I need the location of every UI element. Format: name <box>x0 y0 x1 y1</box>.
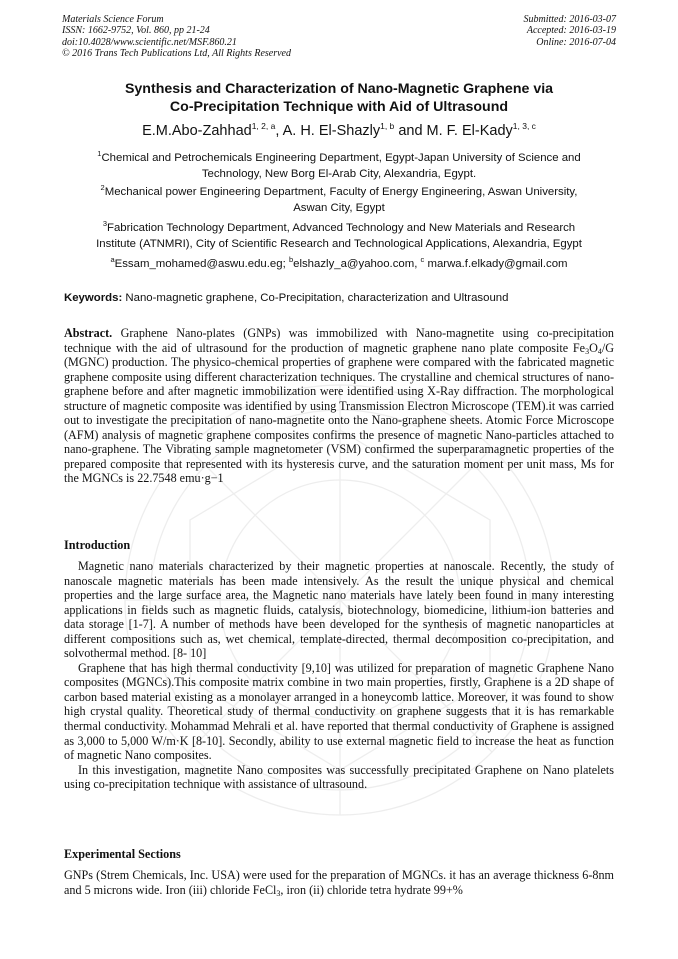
email-3[interactable]: marwa.f.elkady@gmail.com <box>424 258 568 270</box>
title-line-2: Co-Precipitation Technique with Aid of Ultrasound <box>169 99 509 115</box>
author-emails <box>52 256 626 272</box>
author-list <box>40 122 638 140</box>
author-3: M. F. El-Kady <box>426 123 513 139</box>
author-separator: , <box>275 123 283 139</box>
affiliation-text: Mechanical power Engineering Department, Faculty of Energy Engineering, Aswan University, <box>104 186 578 198</box>
paragraph-text: GNPs (Strem Chemicals, Inc. USA) were used for the preparation of MGNCs. it has an average thickness 6-8nm and 5 microns wide. Iron (iii) chloride FeCl <box>64 868 614 897</box>
introduction-body <box>64 559 614 792</box>
author-3-affil: 1, 3, c <box>512 121 536 131</box>
abstract-text: Graphene Nano-plates (GNPs) was immobilized with Nano-magnetite using co-precipitation technique with the aid of ultrasound for the production of magnetic graphene nano plate composite Fe <box>64 326 614 355</box>
affiliation-marker: 1 <box>97 149 102 158</box>
paragraph <box>64 868 614 897</box>
keywords <box>64 291 618 306</box>
author-1-affil: 1, 2, a <box>251 121 276 131</box>
email-marker: a <box>110 255 115 264</box>
paragraph: Graphene that has high thermal conductivity [9,10] was utilized for preparation of magnetic Graphene Nano composites (MGNCs).This composite matrix combine in two main properties, firstly, Graphene is a 2D shape of carbon based material existing as a monolayer arranged in a honeycomb lattice. Moreover, it was found to show high crystal quality. Theoretical study of thermal conductivity on graphene suggests that it is has remarkable thermal conductivity. Mohammad Mehrali et al. have reported that thermal conductivity of Graphene is assigned as 3,000 to 5,000 W/m·K [8-10]. Secondly, ability to use external magnetic field to increase the heat as function of magnetic Nano composites. <box>64 660 614 763</box>
paper-title <box>40 80 638 116</box>
email-marker: c <box>420 255 425 264</box>
author-2-affil: 1, b <box>380 121 395 131</box>
introduction-heading: Introduction <box>64 538 131 552</box>
subscript: 3 <box>276 888 281 898</box>
subscript: 4 <box>597 346 602 356</box>
affiliation-2 <box>52 184 626 216</box>
accepted-date: Accepted: 2016-03-19 <box>526 25 616 37</box>
journal-name: Materials Science Forum <box>62 14 164 25</box>
subscript: 3 <box>585 346 590 356</box>
journal-header <box>62 14 616 60</box>
online-date: Online: 2016-07-04 <box>536 36 616 48</box>
affiliation-text: Fabrication Technology Department, Advanced Technology and New Materials and Research <box>107 222 576 234</box>
keywords-text: Nano-magnetic graphene, Co-Precipitation, characterization and Ultrasound <box>122 292 509 304</box>
abstract-text: O <box>589 340 598 355</box>
affiliation-1 <box>52 150 626 182</box>
author-separator: and <box>394 123 427 139</box>
journal-copyright: © 2016 Trans Tech Publications Ltd, All Rights Reserved <box>62 48 291 60</box>
abstract <box>64 326 614 486</box>
journal-doi: doi:10.4028/www.scientific.net/MSF.860.21 <box>62 36 237 48</box>
abstract-text: /G (MGNC) production. The physico-chemical properties of graphene were compared with the fabricated magnetic graphene composite using different characterization techniques. The crystalline and chemical structures of nano-graphene before and after magnetic immobilization were identified using X-Ray diffraction. The morphological structure of magnetic composite was identified by using Transmission Electron Microscope (TEM).it was carried out to investigate the precipitation of nano-magnetite onto the Nano-graphene sheets. Atomic Force Microscope (AFM) analysis of magnetic graphene composites confirms the presence of magnetic Nano-particles attached to nano-graphene. The Vibrating sample magnetometer (VSM) confirmed the superparamagnetic properties of the prepared composite that represented with its hysteresis curve, and the saturation moment per unit mass, Ms for the MGNCs is 22.7548 emu·g−1 <box>64 340 614 486</box>
email-2[interactable]: elshazly_a@yahoo.com, <box>293 258 421 270</box>
keywords-label: Keywords: <box>64 292 123 304</box>
paragraph-text: , iron (ii) chloride tetra hydrate 99+% <box>280 882 463 897</box>
title-line-1: Synthesis and Characterization of Nano-Magnetic Graphene via <box>124 81 554 97</box>
email-marker: b <box>288 255 294 264</box>
publication-dates <box>524 14 617 48</box>
paragraph: Magnetic nano materials characterized by their magnetic properties at nanoscale. Recently, the study of nanoscale magnetic materials has been made intensively. As the result the unique physical and chemical properties and the large surface area, the Magnetic nano materials have lately been found in many interesting applications in fields such as magnetic fluids, catalysis, biotechnology, biomedicine, lithium-ion batteries and data storage [1-7]. A number of methods have been developed for the synthesis of magnetic nanoparticles at different compositions such as, wet chemical, template-directed, thermal decomposition co-precipitation, and solvothermal method. [8- 10] <box>64 559 614 661</box>
author-1: E.M.Abo-Zahhad <box>142 123 252 139</box>
submitted-date: Submitted: 2016-03-07 <box>523 14 616 25</box>
journal-info <box>62 14 291 60</box>
affiliation-text: Aswan City, Egypt <box>293 202 385 214</box>
journal-issn: ISSN: 1662-9752, Vol. 860, pp 21-24 <box>62 25 210 37</box>
affiliation-text: Institute (ATNMRI), City of Scientific Research and Technological Applications, Alexandria, Egypt <box>96 238 582 250</box>
affiliation-marker: 3 <box>102 219 108 228</box>
abstract-label: Abstract. <box>64 326 113 340</box>
affiliation-text: Technology, New Borg El-Arab City, Alexandria, Egypt. <box>201 168 477 180</box>
author-2: A. H. El-Shazly <box>282 123 381 139</box>
email-1[interactable]: Essam_mohamed@aswu.edu.eg; <box>114 258 289 270</box>
affiliation-marker: 2 <box>100 183 105 192</box>
experimental-heading: Experimental Sections <box>64 847 181 861</box>
affiliation-3 <box>52 220 626 252</box>
experimental-body <box>64 868 614 897</box>
affiliation-text: Chemical and Petrochemicals Engineering Department, Egypt-Japan University of Science and <box>101 152 581 164</box>
paragraph: In this investigation, magnetite Nano composites was successfully precipitated Graphene on Nano platelets using co-precipitation technique with assistance of ultrasound. <box>64 762 614 792</box>
